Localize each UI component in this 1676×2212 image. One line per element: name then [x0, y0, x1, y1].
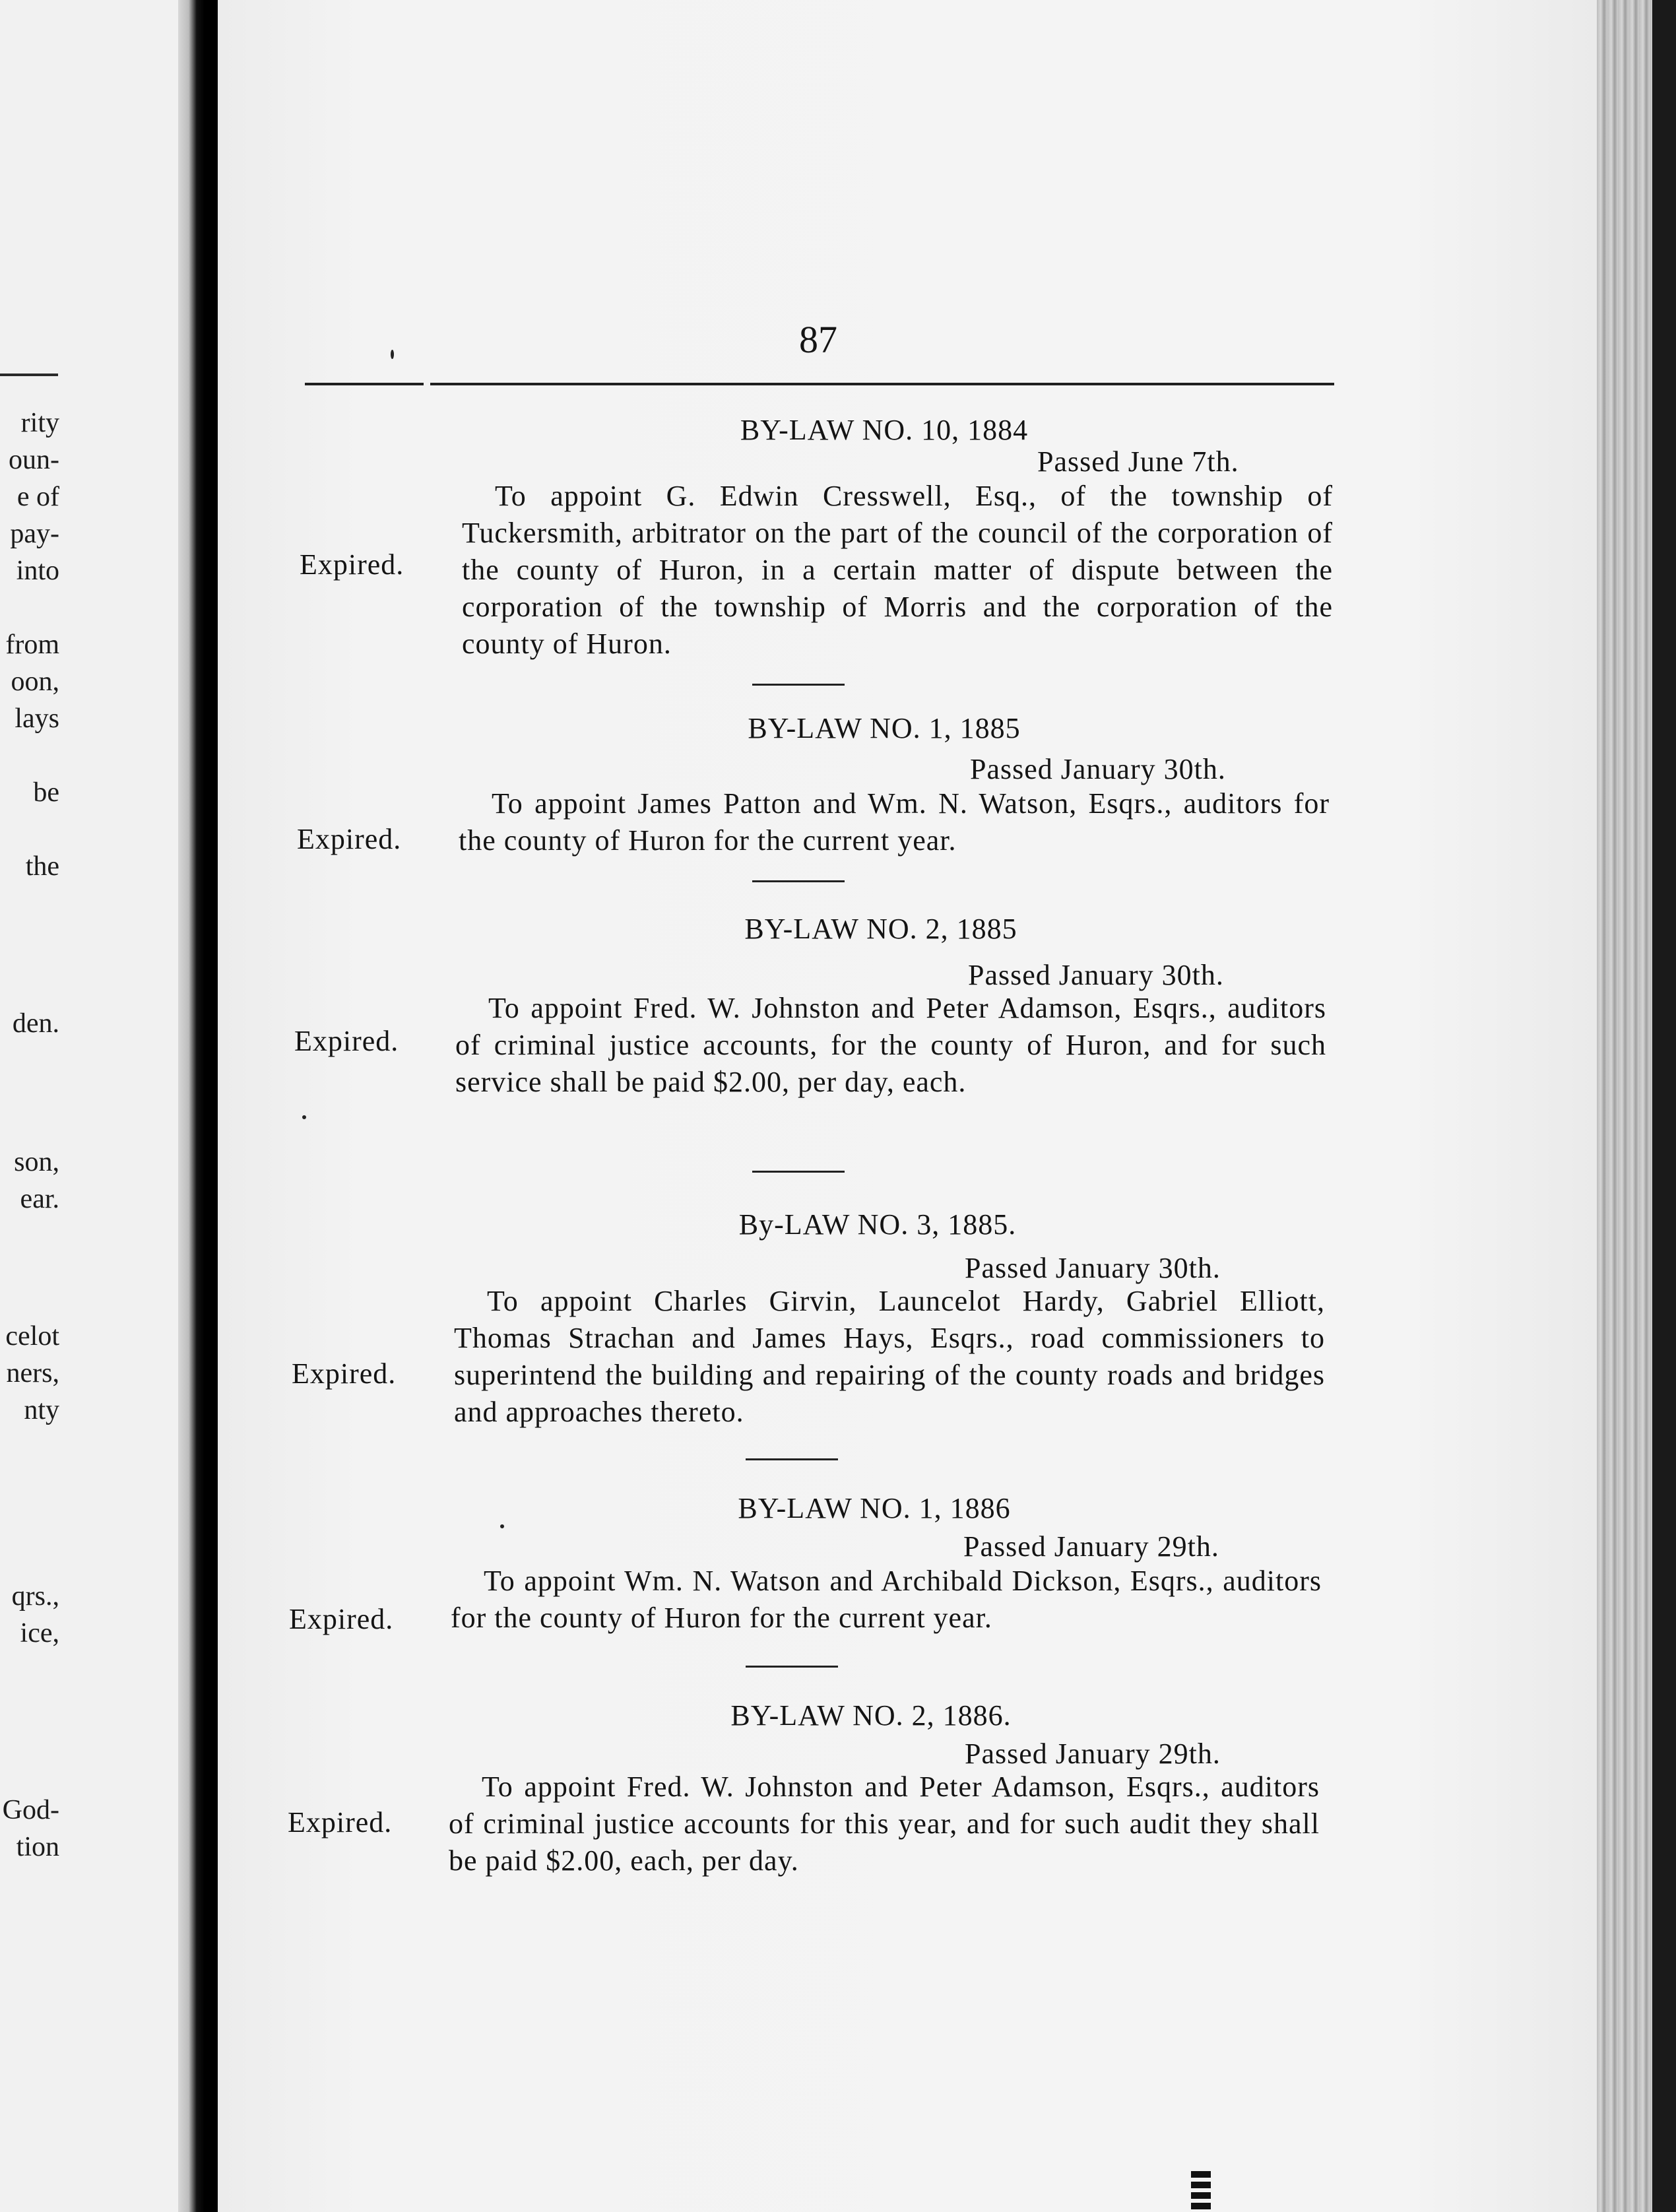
- scan-speck: [302, 1115, 306, 1119]
- entry-separator: [746, 1666, 838, 1668]
- bylaw-body: To appoint James Patton and Wm. N. Watson, Esqrs., auditors for the county of Huron for the current year.: [459, 787, 1330, 857]
- left-page-line: e of: [16, 482, 59, 512]
- bylaw-status-note: Expired.: [294, 1025, 399, 1057]
- left-page-line: tion: [16, 1832, 59, 1862]
- bylaw-body: To appoint G. Edwin Cresswell, Esq., of the township of Tuckersmith, arbitrator on the part of the council of the corporation of the county of Huron, in a certain matter of dispute between the corporation of the township of Morris and the corporation of the county of Huron.: [462, 480, 1333, 660]
- bylaw-status-note: Expired.: [288, 1806, 393, 1838]
- header-rule: [305, 383, 424, 385]
- left-page-line: ice,: [20, 1618, 59, 1648]
- left-page-line: qrs.,: [11, 1581, 59, 1611]
- bylaw-status-note: Expired.: [300, 548, 404, 581]
- bylaw-title: BY-LAW NO. 2, 1885: [744, 913, 1017, 945]
- left-page-line: the: [25, 851, 59, 882]
- left-facing-page: [0, 0, 178, 2212]
- left-page-line: nty: [24, 1395, 59, 1425]
- left-page-rule: [0, 374, 58, 376]
- bylaw-status-note: Expired.: [297, 823, 402, 855]
- scan-speck: [500, 1524, 504, 1528]
- bylaw-passed-date: Passed January 29th.: [963, 1530, 1219, 1563]
- bylaw-body: To appoint Fred. W. Johnston and Peter Adamson, Esqrs., auditors of criminal justice accounts for this year, and for such audit they shall be paid $2.00, each, per day.: [449, 1771, 1320, 1877]
- left-page-line: from: [5, 630, 59, 660]
- left-page-line: pay-: [10, 519, 59, 549]
- bylaw-passed-date: Passed January 29th.: [965, 1738, 1221, 1770]
- bylaw-passed-date: Passed January 30th.: [968, 959, 1224, 991]
- left-page-line: ear.: [20, 1184, 59, 1214]
- bylaw-body: To appoint Fred. W. Johnston and Peter Adamson, Esqrs., auditors of criminal justice accounts, for the county of Huron, and for such service shall be paid $2.00, per day, each.: [455, 992, 1326, 1098]
- bylaw-body: To appoint Charles Girvin, Launcelot Hardy, Gabriel Elliott, Thomas Strachan and James Hays, Esqrs., road commissioners to superintend the building and repairing of the county roads and bridges and approaches thereto.: [454, 1285, 1325, 1428]
- entry-separator: [752, 880, 845, 882]
- left-page-line: ners,: [6, 1358, 59, 1388]
- bylaw-passed-date: Passed June 7th.: [1037, 445, 1239, 478]
- left-page-line: oon,: [11, 667, 59, 697]
- left-page-line: oun-: [9, 445, 59, 475]
- bylaw-title: BY-LAW NO. 1, 1885: [748, 712, 1021, 744]
- bylaw-status-note: Expired.: [289, 1603, 394, 1635]
- left-page-line: rity: [20, 408, 59, 438]
- left-page-line: lays: [15, 703, 59, 734]
- scan-speck: [391, 350, 394, 359]
- bylaw-status-note: Expired.: [292, 1357, 397, 1390]
- entry-separator: [752, 684, 845, 686]
- left-page-line: celot: [5, 1321, 59, 1351]
- left-page-line: God-: [2, 1795, 59, 1825]
- header-rule: [430, 383, 1334, 385]
- bylaw-title: BY-LAW NO. 1, 1886: [738, 1492, 1011, 1524]
- book-gutter: [178, 0, 205, 2212]
- entry-separator: [752, 1171, 845, 1173]
- entry-separator: [746, 1458, 838, 1460]
- bylaw-title: By-LAW NO. 3, 1885.: [738, 1208, 1017, 1241]
- left-page-line: son,: [14, 1147, 59, 1177]
- left-page-line: into: [16, 556, 59, 586]
- main-page: [218, 0, 1618, 2212]
- bylaw-passed-date: Passed January 30th.: [970, 753, 1226, 785]
- bylaw-title: BY-LAW NO. 2, 1886.: [730, 1699, 1012, 1732]
- left-page-line: be: [33, 777, 59, 808]
- page-edge: [1597, 0, 1676, 2212]
- bylaw-body: To appoint Wm. N. Watson and Archibald Dickson, Esqrs., auditors for the county of Huron for the current year.: [451, 1565, 1322, 1634]
- scan-edge-marks: [1191, 2171, 1211, 2212]
- left-page-line: den.: [12, 1008, 59, 1039]
- page-number: 87: [799, 318, 837, 361]
- bylaw-title: BY-LAW NO. 10, 1884: [740, 414, 1029, 446]
- bylaw-passed-date: Passed January 30th.: [965, 1252, 1221, 1284]
